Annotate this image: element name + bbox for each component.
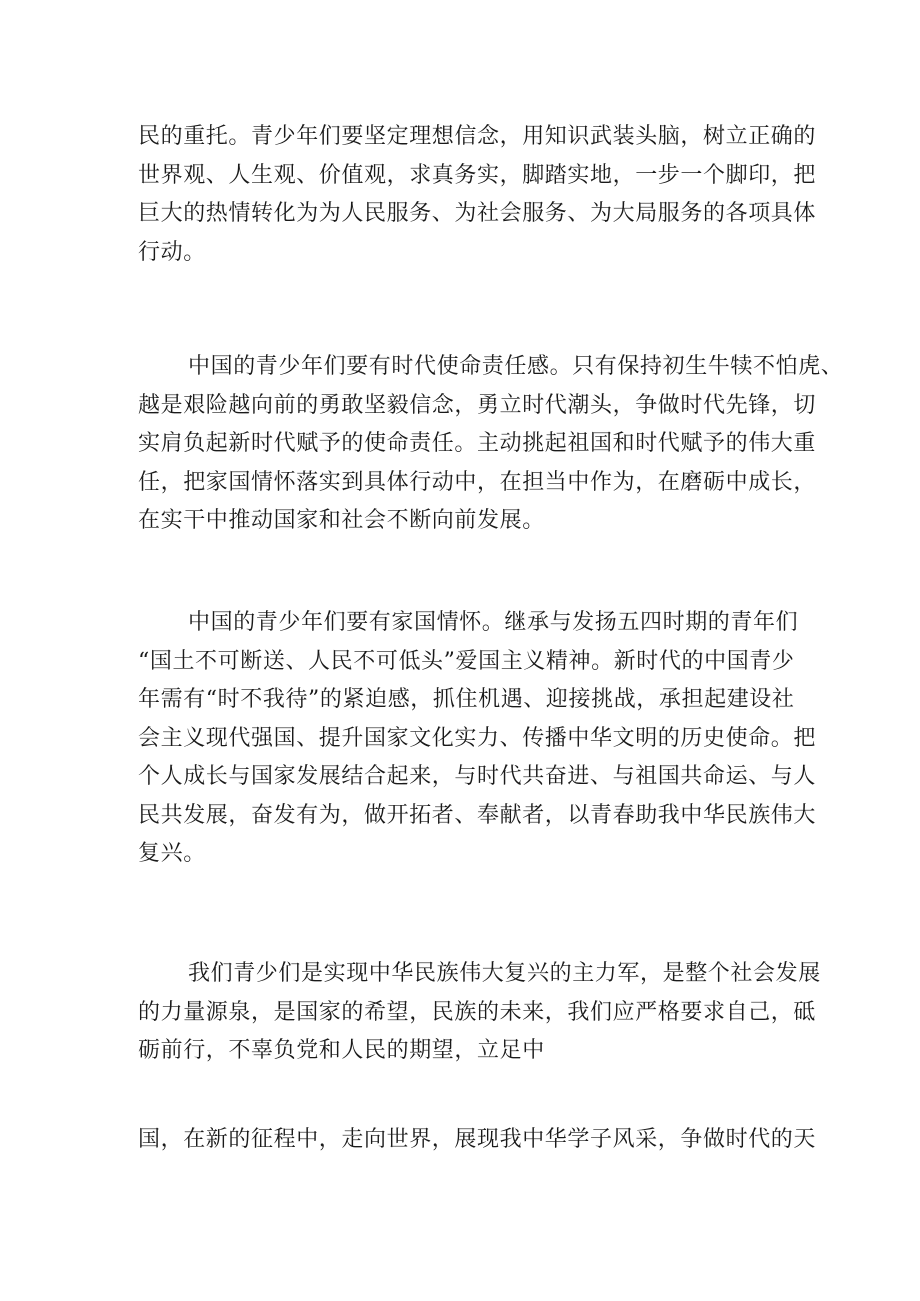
- text-line: 中国的青少年们要有时代使命责任感。只有保持初生牛犊不怕虎、: [188, 354, 844, 379]
- paragraph-continuation: [138, 118, 817, 272]
- text-line: 中国的青少年们要有家国情怀。继承与发扬五四时期的青年们: [188, 610, 799, 635]
- text-line: 国，在新的征程中，走向世界，展现我中华学子风采，争做时代的天: [138, 1127, 817, 1152]
- text-line: 民的重托。青少年们要坚定理想信念，用知识武装头脑，树立正确的: [138, 124, 817, 149]
- paragraph-mission: [138, 348, 844, 541]
- paragraph-patriotism: [138, 604, 817, 874]
- text-line: 民共发展，奋发有为，做开拓者、奉献者，以青春助我中华民族伟大: [138, 802, 817, 828]
- text-line: 会主义现代强国、提升国家文化实力、传播中华文明的历史使命。把: [138, 725, 817, 751]
- text-line: 实肩负起新时代赋予的使命责任。主动挑起祖国和时代赋予的伟大重: [138, 431, 817, 456]
- text-line: 我们青少们是实现中华民族伟大复兴的主力军，是整个社会发展: [188, 961, 821, 986]
- paragraph-tail: [138, 1121, 817, 1160]
- text-line: 越是艰险越向前的勇敢坚毅信念，勇立时代潮头，争做时代先锋，切: [138, 392, 817, 418]
- text-line: 年需有“时不我待”的紧迫感，抓住机遇、迎接挑战，承担起建设社: [138, 687, 795, 712]
- text-line: 砺前行，不辜负党和人民的期望，立足中: [138, 1038, 545, 1063]
- text-line: “国土不可断送、人民不可低头”爱国主义精神。新时代的中国青少: [138, 648, 795, 674]
- text-line: 在实干中推动国家和社会不断向前发展。: [138, 508, 545, 533]
- text-line: 的力量源泉，是国家的希望，民族的未来，我们应严格要求自己，砥: [138, 999, 817, 1025]
- text-line: 行动。: [138, 239, 206, 265]
- text-line: 任，把家国情怀落实到具体行动中，在担当中作为，在磨砺中成长，: [138, 469, 817, 495]
- text-line: 复兴。: [138, 841, 206, 866]
- text-line: 巨大的热情转化为为人民服务、为社会服务、为大局服务的各项具体: [138, 201, 817, 226]
- text-line: 世界观、人生观、价值观，求真务实，脚踏实地，一步一个脚印，把: [138, 162, 817, 188]
- paragraph-main-force: [138, 955, 821, 1071]
- text-line: 个人成长与国家发展结合起来，与时代共奋进、与祖国共命运、与人: [138, 764, 817, 789]
